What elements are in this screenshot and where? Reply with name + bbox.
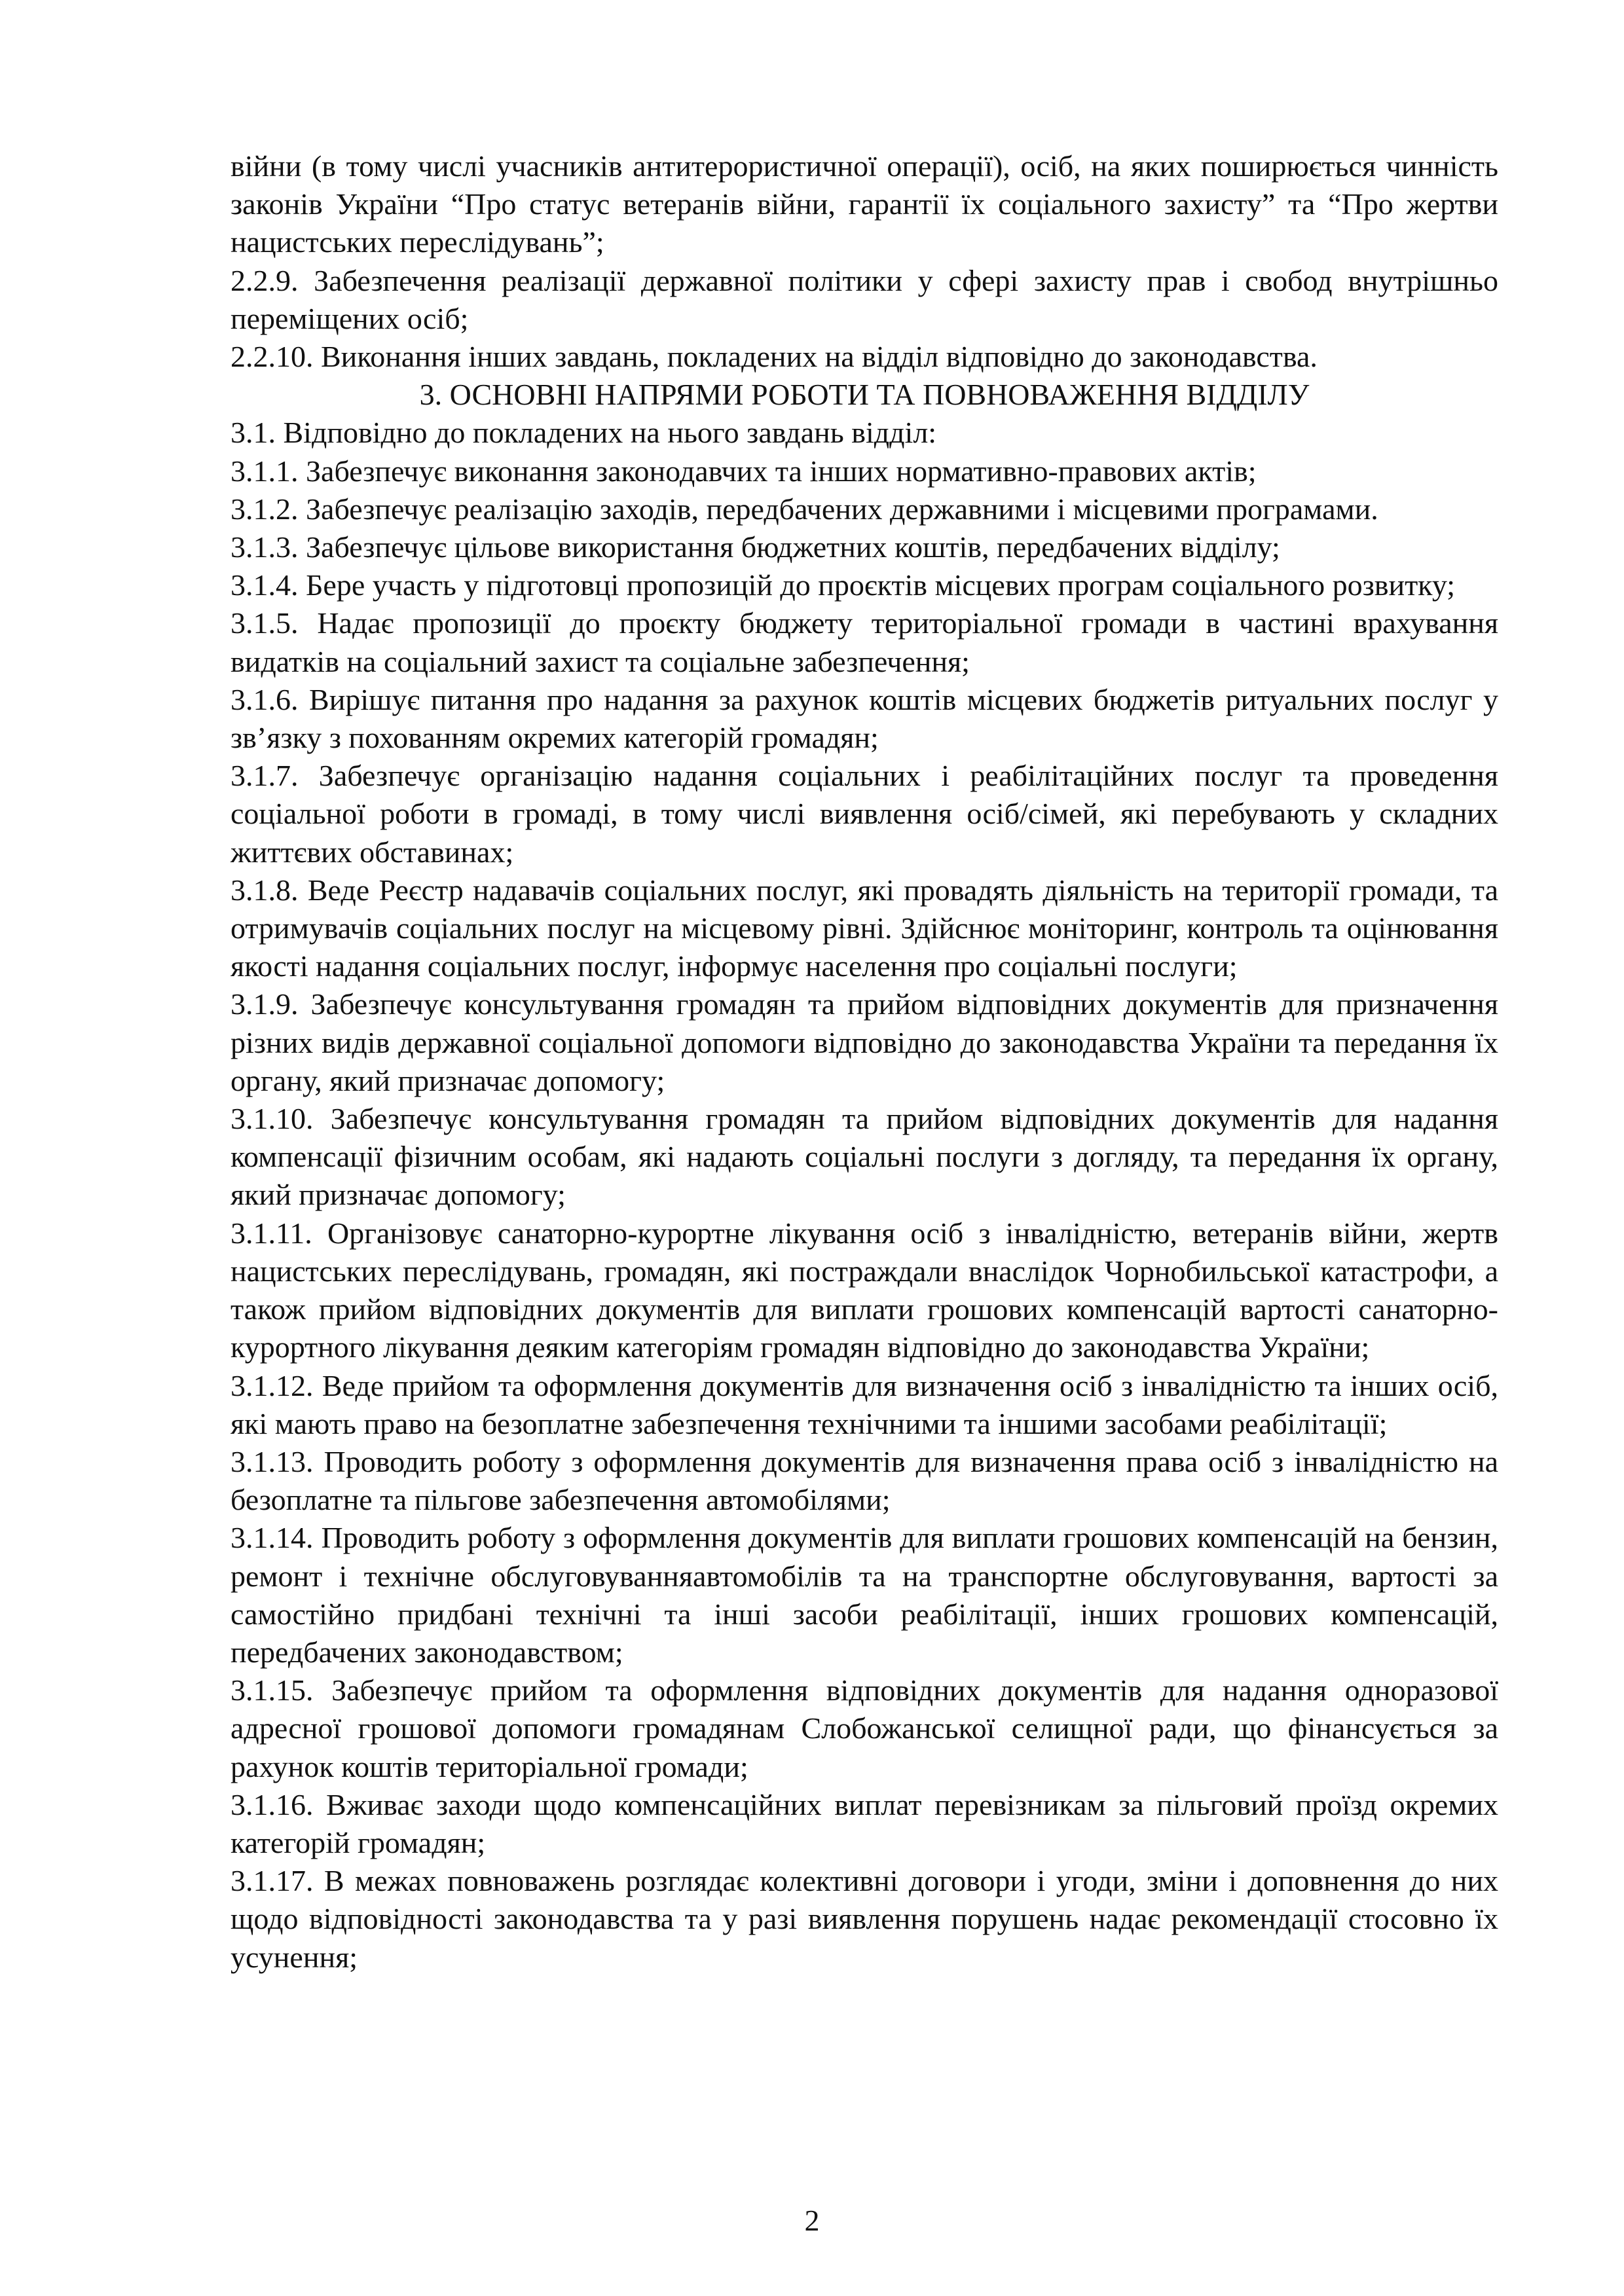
page-number: 2	[804, 2204, 820, 2237]
paragraph: 3.1.15. Забезпечує прийом та оформлення відповідних документів для надання одноразової адресної грошової допомоги громадянам Слобожанської селищної ради, що фінансується за рахунок коштів територіальної громади;	[231, 1673, 1498, 1783]
paragraph: 2.2.9. Забезпечення реалізації державної політики у сфері захисту прав і свобод внутрішньо переміщених осіб;	[231, 263, 1498, 335]
paragraph: 2.2.10. Виконання інших завдань, покладених на відділ відповідно до законодавства.	[231, 340, 1318, 374]
paragraph: 3.1.10. Забезпечує консультування громадян та прийом відповідних документів для надання компенсації фізичним особам, які надають соціальні послуги з догляду, та передання їх органу, який призначає допомогу;	[231, 1102, 1498, 1212]
paragraph: 3.1. Відповідно до покладених на нього завдань відділ:	[231, 416, 937, 450]
paragraph: 3.1.9. Забезпечує консультування громадян та прийом відповідних документів для призначення різних видів державної соціальної допомоги відповідно до законодавства України та передання їх органу, який призначає допомогу;	[231, 987, 1498, 1097]
paragraph: 3.1.17. В межах повноважень розглядає колективні договори і угоди, зміни і доповнення до них щодо відповідності законодавства та у разі виявлення порушень надає рекомендації стосовно їх усунення;	[231, 1864, 1498, 1974]
paragraph: 3.1.12. Веде прийом та оформлення документів для визначення осіб з інвалідністю та інших осіб, які мають право на безоплатне забезпечення технічними та іншими засобами реабілітації;	[231, 1368, 1498, 1440]
paragraph: 3.1.3. Забезпечує цільове використання бюджетних коштів, передбачених відділу;	[231, 530, 1280, 564]
paragraph: 3.1.4. Бере участь у підготовці пропозицій до проєктів місцевих програм соціального розвитку;	[231, 568, 1456, 602]
paragraph: 3.1.7. Забезпечує організацію надання соціальних і реабілітаційних послуг та проведення соціальної роботи в громаді, в тому числі виявлення осіб/сімей, які перебувають у складних життєвих обставинах;	[231, 759, 1498, 869]
paragraph: 3.1.5. Надає пропозиції до проєкту бюджету територіальної громади в частині врахування видатків на соціальний захист та соціальне забезпечення;	[231, 606, 1498, 678]
paragraph: 3.1.1. Забезпечує виконання законодавчих та інших нормативно-правових актів;	[231, 454, 1257, 488]
paragraph: 3.1.11. Організовує санаторно-курортне лікування осіб з інвалідністю, ветеранів війни, жертв нацистських переслідувань, громадян, які постраждали внаслідок Чорнобильської катастрофи, а також прийом відповідних документів для виплати грошових компенсацій вартості санаторно-курортного лікування деяким категоріям громадян відповідно до законодавства України;	[231, 1216, 1498, 1364]
paragraph: 3.1.6. Вирішує питання про надання за рахунок коштів місцевих бюджетів ритуальних послуг у зв’язку з похованням окремих категорій громадян;	[231, 682, 1498, 755]
paragraph: 3.1.14. Проводить роботу з оформлення документів для виплати грошових компенсацій на бензин, ремонт і технічне обслуговуванняавтомобілів та на транспортне обслуговування, вартості за самостійно придбані технічні та інші засоби реабілітації, інших грошових компенсацій, передбачених законодавством;	[231, 1521, 1498, 1669]
paragraph: війни (в тому числі учасників антитерористичної операції), осіб, на яких поширюється чинність законів України “Про статус ветеранів війни, гарантії їх соціального захисту” та “Про жертви нацистських переслідувань”;	[231, 149, 1498, 259]
paragraph: 3.1.8. Веде Реєстр надавачів соціальних послуг, які провадять діяльність на території громади, та отримувачів соціальних послуг на місцевому рівні. Здійснює моніторинг, контроль та оцінювання якості надання соціальних послуг, інформує населення про соціальні послуги;	[231, 873, 1498, 983]
paragraph: 3.1.13. Проводить роботу з оформлення документів для визначення права осіб з інвалідністю на безоплатне та пільгове забезпечення автомобілями;	[231, 1444, 1498, 1517]
paragraph: 3.1.16. Вживає заходи щодо компенсаційних виплат перевізникам за пільговий проїзд окремих категорій громадян;	[231, 1787, 1498, 1859]
paragraph: 3.1.2. Забезпечує реалізацію заходів, передбачених державними і місцевими програмами.	[231, 492, 1378, 526]
section-heading: 3. ОСНОВНІ НАПРЯМИ РОБОТИ ТА ПОВНОВАЖЕННЯ ВІДДІЛУ	[419, 378, 1310, 412]
document-page	[231, 147, 1498, 1977]
